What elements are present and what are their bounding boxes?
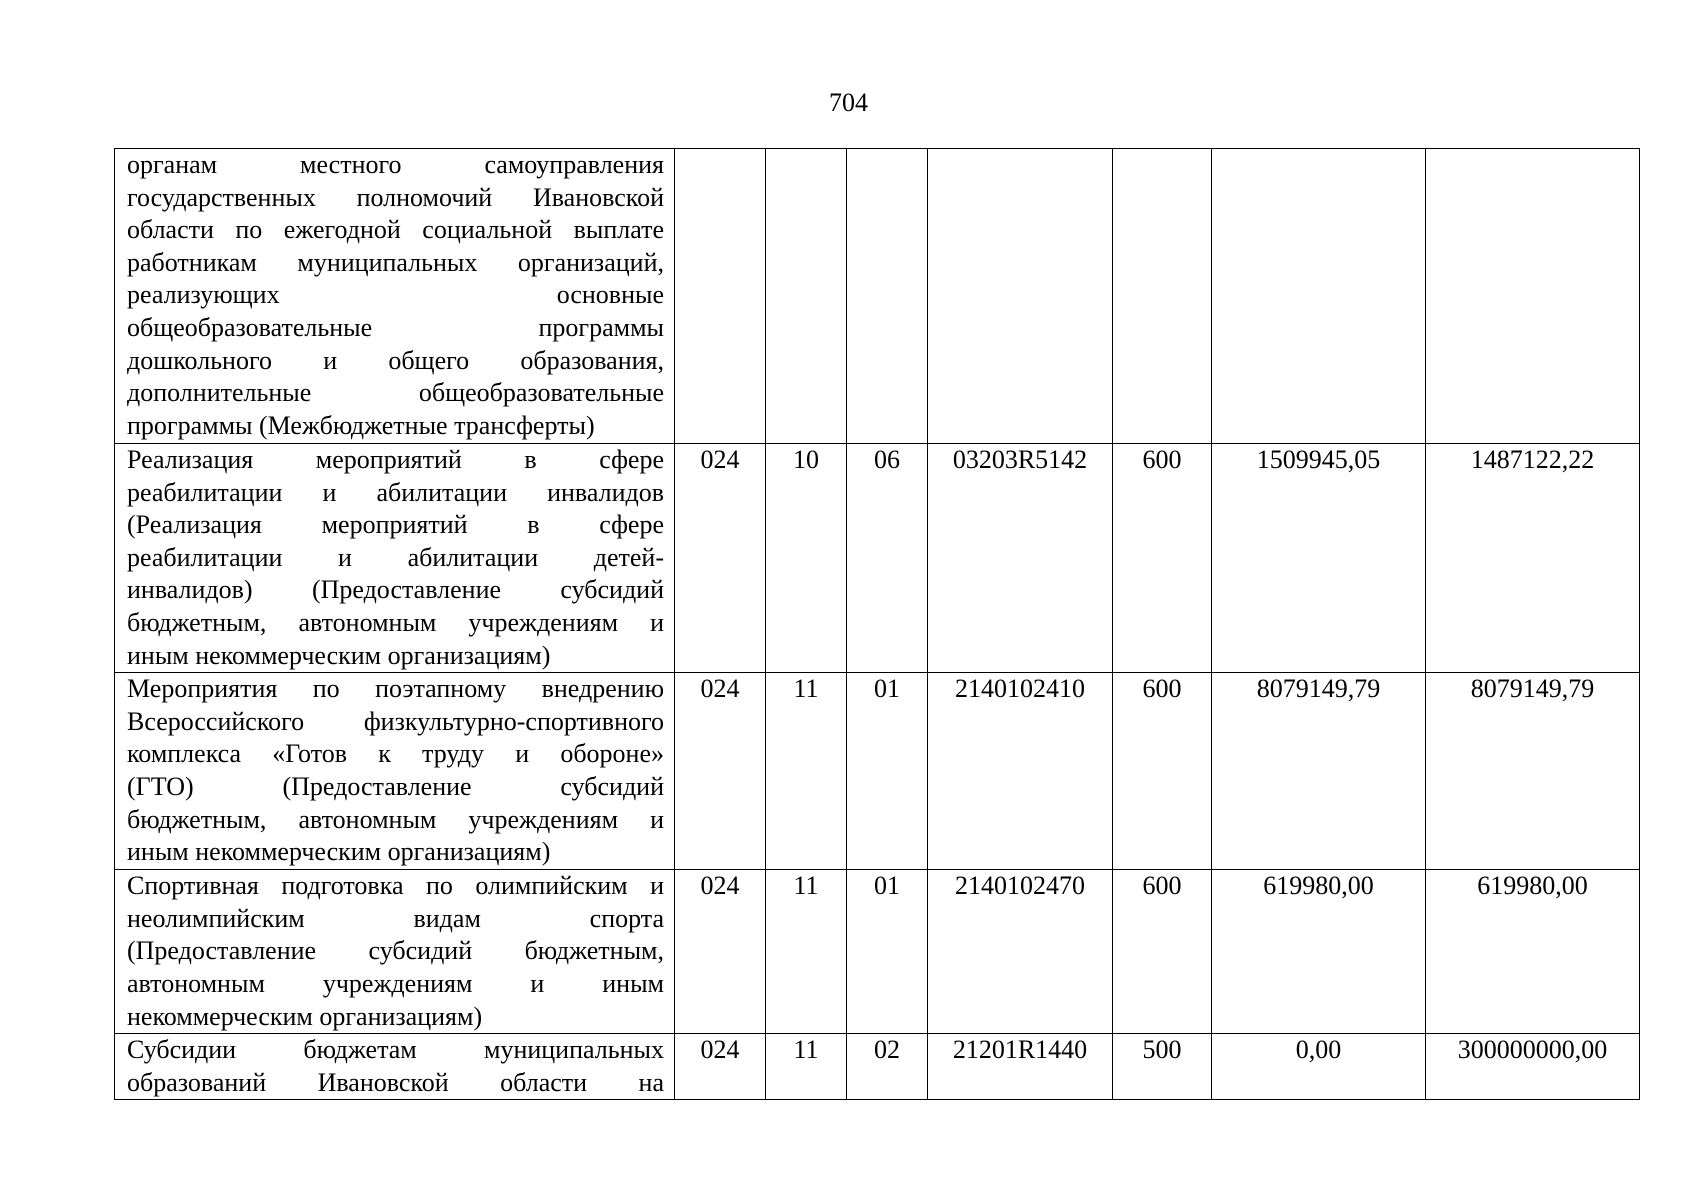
table-body bbox=[115, 149, 1640, 1100]
description-line: реабилитации и абилитации инвалидов bbox=[127, 477, 664, 507]
description-line: Мероприятия по поэтапному внедрению bbox=[127, 674, 664, 704]
amount-2-cell bbox=[1426, 149, 1640, 444]
target-code-cell bbox=[928, 149, 1113, 444]
section-code-cell bbox=[766, 149, 847, 444]
admin-code-cell: 024 bbox=[675, 444, 766, 673]
description-line: образований Ивановской области на bbox=[127, 1067, 664, 1097]
description-line: государственных полномочий Ивановской bbox=[127, 182, 664, 212]
expense-type-cell: 500 bbox=[1113, 1034, 1212, 1100]
amount-2-cell: 8079149,79 bbox=[1426, 673, 1640, 870]
description-line: бюджетным, автономным учреждениям и bbox=[127, 607, 664, 637]
row-description bbox=[115, 149, 675, 444]
expense-type-cell: 600 bbox=[1113, 870, 1212, 1034]
table-row bbox=[115, 870, 1640, 1034]
section-code-cell: 11 bbox=[766, 870, 847, 1034]
description-line: (ГТО) (Предоставление субсидий bbox=[127, 771, 664, 801]
section-code-cell: 11 bbox=[766, 673, 847, 870]
expense-type-cell: 600 bbox=[1113, 444, 1212, 673]
description-line: Спортивная подготовка по олимпийским и bbox=[127, 871, 664, 901]
table-row bbox=[115, 673, 1640, 870]
amount-1-cell: 619980,00 bbox=[1212, 870, 1426, 1034]
description-line: Всероссийского физкультурно-спортивного bbox=[127, 706, 664, 736]
description-line: неолимпийским видам спорта bbox=[127, 903, 664, 933]
subsection-code-cell bbox=[847, 149, 928, 444]
target-code-cell: 03203R5142 bbox=[928, 444, 1113, 673]
description-line: органам местного самоуправления bbox=[127, 150, 664, 179]
section-code-cell: 11 bbox=[766, 1034, 847, 1100]
target-code-cell: 2140102410 bbox=[928, 673, 1113, 870]
row-description bbox=[115, 673, 675, 870]
admin-code-cell: 024 bbox=[675, 870, 766, 1034]
subsection-code-cell: 01 bbox=[847, 870, 928, 1034]
description-line: иным некоммерческим организациям) bbox=[127, 640, 551, 670]
table-row bbox=[115, 149, 1640, 444]
description-line: иным некоммерческим организациям) bbox=[127, 837, 551, 867]
subsection-code-cell: 06 bbox=[847, 444, 928, 673]
description-line: общеобразовательные программы bbox=[127, 312, 664, 342]
description-line: дополнительные общеобразовательные bbox=[127, 378, 664, 408]
description-line: области по ежегодной социальной выплате bbox=[127, 215, 664, 245]
expense-type-cell bbox=[1113, 149, 1212, 444]
description-line: (Предоставление субсидий бюджетным, bbox=[127, 936, 664, 966]
admin-code-cell bbox=[675, 149, 766, 444]
description-line: реабилитации и абилитации детей- bbox=[127, 542, 664, 572]
target-code-cell: 2140102470 bbox=[928, 870, 1113, 1034]
row-description bbox=[115, 1034, 675, 1100]
row-description bbox=[115, 444, 675, 673]
description-line: инвалидов) (Предоставление субсидий bbox=[127, 575, 664, 605]
amount-1-cell: 8079149,79 bbox=[1212, 673, 1426, 870]
table-row bbox=[115, 1034, 1640, 1100]
description-line: работникам муниципальных организаций, bbox=[127, 247, 664, 277]
description-line: реализующих основные bbox=[127, 280, 664, 310]
description-line: бюджетным, автономным учреждениям и bbox=[127, 804, 664, 834]
budget-table bbox=[114, 148, 1640, 1100]
description-line: автономным учреждениям и иным bbox=[127, 968, 664, 998]
row-description bbox=[115, 870, 675, 1034]
table-row bbox=[115, 444, 1640, 673]
page-number: 704 bbox=[829, 88, 868, 117]
amount-2-cell: 1487122,22 bbox=[1426, 444, 1640, 673]
section-code-cell: 10 bbox=[766, 444, 847, 673]
description-line: Субсидии бюджетам муниципальных bbox=[127, 1035, 664, 1065]
description-line: комплекса «Готов к труду и обороне» bbox=[127, 739, 664, 769]
expense-type-cell: 600 bbox=[1113, 673, 1212, 870]
amount-1-cell: 0,00 bbox=[1212, 1034, 1426, 1100]
amount-2-cell: 300000000,00 bbox=[1426, 1034, 1640, 1100]
description-line: дошкольного и общего образования, bbox=[127, 345, 664, 375]
admin-code-cell: 024 bbox=[675, 673, 766, 870]
amount-2-cell: 619980,00 bbox=[1426, 870, 1640, 1034]
description-line: некоммерческим организациям) bbox=[127, 1001, 483, 1031]
subsection-code-cell: 01 bbox=[847, 673, 928, 870]
description-line: (Реализация мероприятий в сфере bbox=[127, 510, 664, 540]
admin-code-cell: 024 bbox=[675, 1034, 766, 1100]
amount-1-cell bbox=[1212, 149, 1426, 444]
subsection-code-cell: 02 bbox=[847, 1034, 928, 1100]
amount-1-cell: 1509945,05 bbox=[1212, 444, 1426, 673]
description-line: программы (Межбюджетные трансферты) bbox=[127, 410, 595, 440]
description-line: Реализация мероприятий в сфере bbox=[127, 445, 664, 474]
target-code-cell: 21201R1440 bbox=[928, 1034, 1113, 1100]
